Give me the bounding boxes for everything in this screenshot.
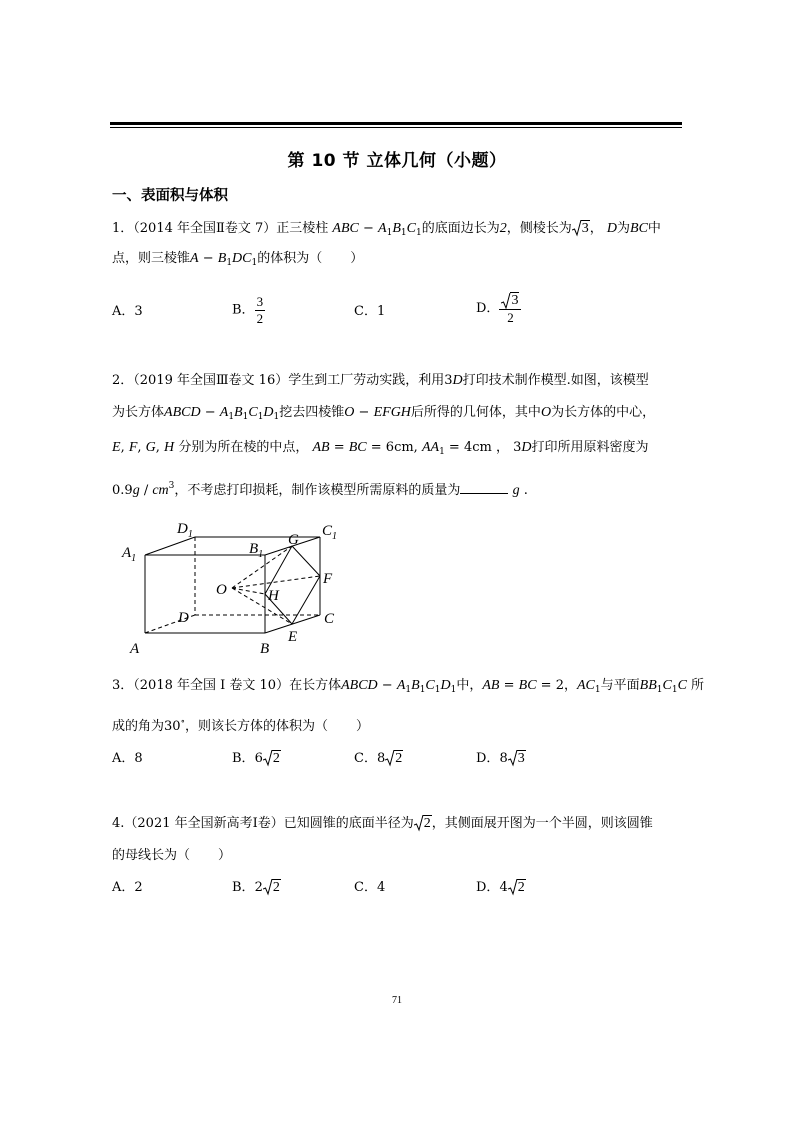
label-a: A [130,641,140,655]
q3-option-c[interactable]: C．8 2 [354,751,403,766]
q3-line-2: 成的角为30∘，则该长方体的体积为（ ） [112,717,370,734]
label-d1: $D_1$ [177,521,193,540]
q1-option-d[interactable]: D． $\frac{3}{2}$ [476,292,521,326]
q4-line-2: 的母线长为（ ） [112,848,232,863]
q3-option-d[interactable]: D．8 3 [476,751,525,766]
q4-option-d[interactable]: D．4 2 [476,880,525,895]
q3-option-a[interactable]: A．8 [112,751,143,766]
label-a1: $A_1$ [122,545,137,564]
q4-option-b[interactable]: B．2 2 [232,880,280,895]
q1-line-1: 1．（2014 年全国Ⅱ卷文 7）正三棱柱 ABC − $A_1B_1C_1$的底面边长为2，侧棱长为 3， D为BC中 [112,221,661,238]
q3-line-1: 3．（2018 年全国 I 卷文 10）在长方体ABCD − $A_1B_1C_1D_1$中，AB = BC = 2，$AC_1$与平面$BB_1C_1C$ 所 [112,678,705,695]
q2-line-3: E, F, G, H 分别为所在棱的中点， AB = BC = 6cm, $AA_1 = 4cm$ ， 3D打印所用原料密度为 [112,440,649,457]
page-title: 第 10 节 立体几何（小题） [287,151,507,171]
header-rule-thin [110,127,682,128]
q4-option-a[interactable]: A．2 [112,880,143,895]
q1-option-a[interactable]: A．3 [112,304,143,319]
label-g: G [288,532,299,548]
label-d: D [178,610,189,626]
q1-line-2: 点，则三棱锥$A - B_1DC_1$的体积为（ ） [112,251,364,268]
page-number: 71 [392,995,402,1006]
label-b1: $B_1$ [249,541,264,560]
q2-line-4: $0.9g / cm^3$，不考虑打印损耗，制作该模型所需原料的质量为 g . [112,481,528,498]
q2-line-2: 为长方体ABCD − $A_1B_1C_1D_1$挖去四棱锥O − EFGH后所得的几何体，其中O为长方体的中心， [112,405,656,422]
label-c1: $C_1$ [322,523,338,542]
header-rule-thick [110,122,682,125]
q2-line-1: 2．（2019 年全国Ⅲ卷文 16）学生到工厂劳动实践，利用3D打印技术制作模型.如图，该模型 [112,373,649,388]
q4-line-1: 4.（2021 年全国新高考Ⅰ卷）已知圆锥的底面半径为 2，其侧面展开图为一个半圆，则该圆锥 [112,816,653,831]
q3-option-b[interactable]: B．6 2 [232,751,280,766]
section-heading: 一、表面积与体积 [112,188,228,204]
q4-option-c[interactable]: C．4 [354,880,386,895]
label-h: H [268,588,279,604]
q1-option-b[interactable]: B． $\frac{3}{2}$ [232,294,264,326]
label-o: O [216,582,227,598]
answer-blank[interactable] [460,481,508,494]
q1-option-c[interactable]: C．1 [354,304,386,319]
label-f: F [323,571,333,587]
label-c: C [324,611,335,627]
label-e: E [288,629,298,645]
cuboid-figure [118,515,358,659]
label-b: B [260,641,270,655]
